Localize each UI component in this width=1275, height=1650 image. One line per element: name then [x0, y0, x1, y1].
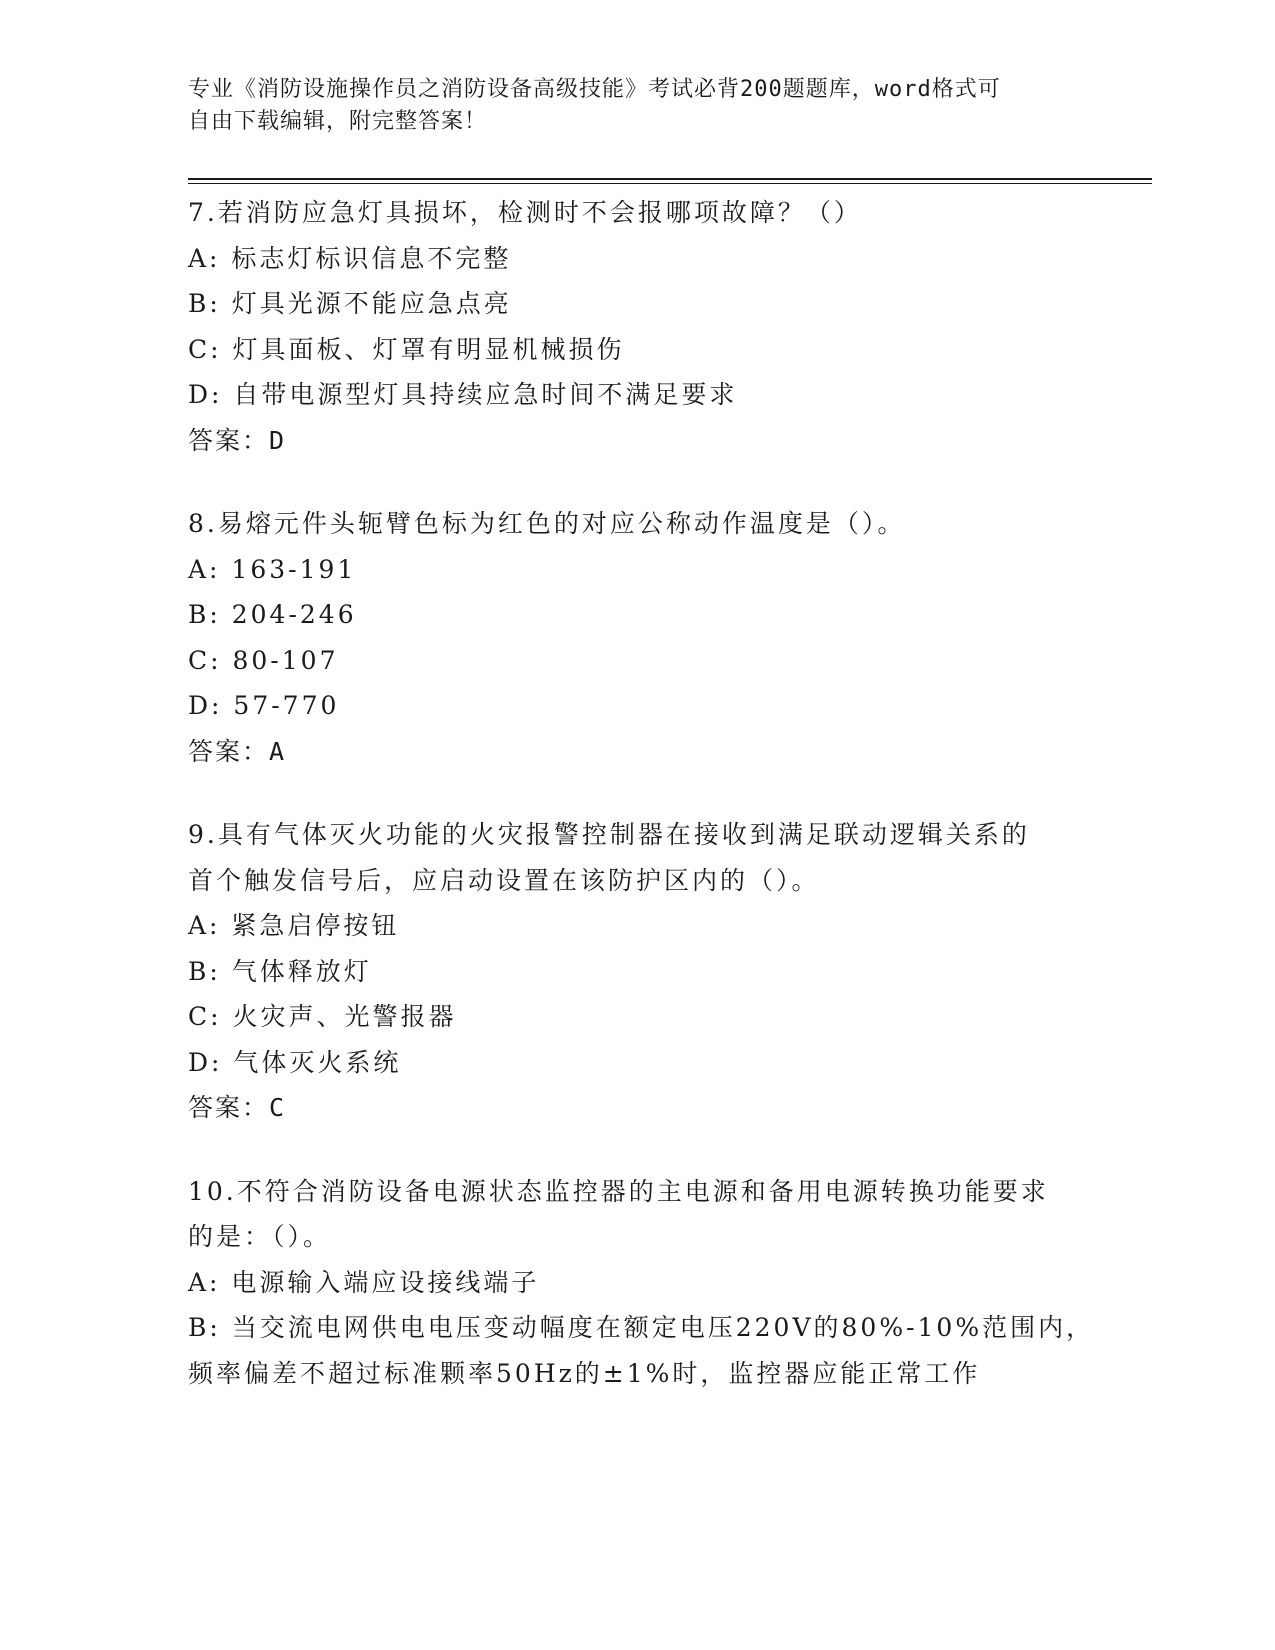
- option-c: C: 灯具面板、灯罩有明显机械损伤: [188, 334, 625, 364]
- option-c: C: 火灾声、光警报器: [188, 1002, 457, 1031]
- question-stem: 8.易熔元件头轭臂色标为红色的对应公称动作温度是（）。: [188, 509, 906, 538]
- option-a: A: 紧急启停按钮: [188, 911, 400, 940]
- option-b: B: 204-246: [188, 600, 357, 629]
- question-list: [188, 190, 1095, 1434]
- option-b: B: 当交流电网供电电压变动幅度在额定电压220V的80%-10%范围内，: [188, 1313, 1095, 1342]
- answer-label: 答案：C: [188, 1093, 287, 1122]
- question-stem-line-2: 首个触发信号后，应启动设置在该防护区内的（）。: [188, 865, 820, 895]
- option-a: A: 电源输入端应设接线端子: [188, 1267, 540, 1297]
- option-c: C: 80-107: [188, 645, 339, 675]
- document-header: [188, 74, 1088, 138]
- answer-label: 答案：D: [188, 425, 287, 455]
- question-8: [188, 501, 1088, 774]
- question-stem: 7.若消防应急灯具损坏，检测时不会报哪项故障？（）: [188, 198, 862, 227]
- answer-label: 答案：A: [188, 736, 287, 766]
- option-b-continued: 频率偏差不超过标准颗率50Hz的±1%时，监控器应能正常工作: [188, 1358, 981, 1388]
- header-line-1: 专业《消防设施操作员之消防设备高级技能》考试必背200题题库，word格式可: [188, 77, 1001, 102]
- question-7: [188, 190, 1088, 463]
- option-a: A: 标志灯标识信息不完整: [188, 243, 512, 273]
- question-10: [188, 1169, 1095, 1397]
- option-d: D: 57-770: [188, 691, 340, 720]
- question-9: [188, 812, 1088, 1131]
- question-stem-line-1: 9.具有气体灭火功能的火灾报警控制器在接收到满足联动逻辑关系的: [188, 820, 1030, 849]
- option-b: B: 灯具光源不能应急点亮: [188, 289, 512, 318]
- header-divider-thin: [188, 183, 1152, 184]
- option-d: D: 自带电源型灯具持续应急时间不满足要求: [188, 380, 738, 409]
- option-d: D: 气体灭火系统: [188, 1047, 402, 1077]
- header-line-2: 自由下载编辑，附完整答案！: [188, 109, 488, 134]
- option-a: A: 163-191: [188, 554, 357, 584]
- question-stem-line-2: 的是：（）。: [188, 1222, 332, 1251]
- option-b: B: 气体释放灯: [188, 956, 372, 986]
- header-divider-thick: [188, 178, 1152, 180]
- question-stem-line-1: 10.不符合消防设备电源状态监控器的主电源和备用电源转换功能要求: [188, 1176, 1049, 1206]
